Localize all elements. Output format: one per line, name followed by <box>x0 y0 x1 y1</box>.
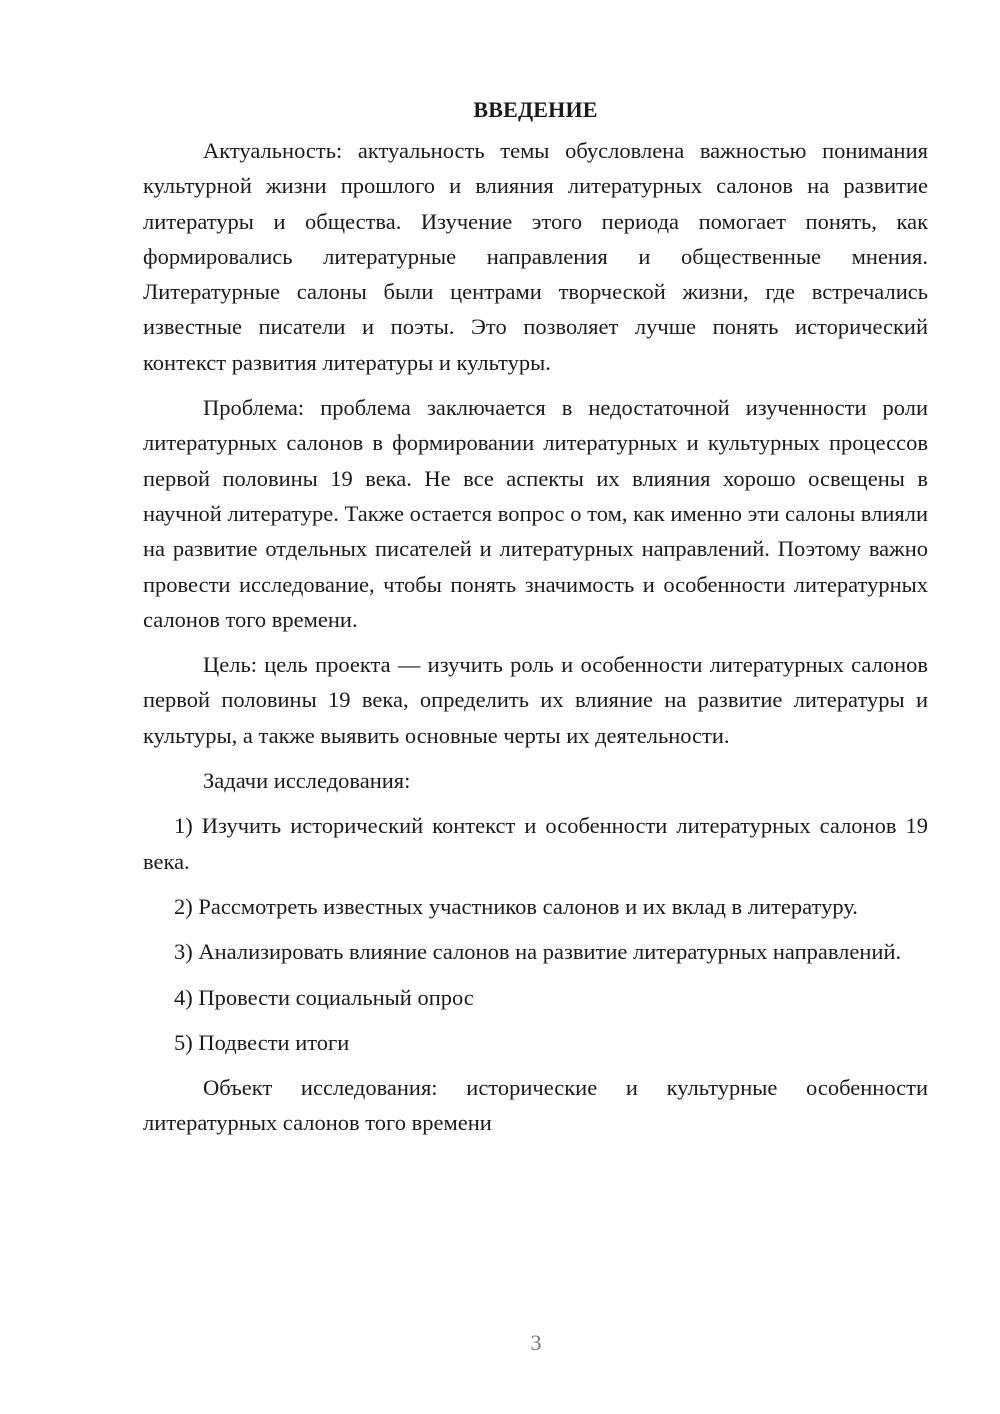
goal-paragraph: Цель: цель проекта — изучить роль и особенности литературных салонов первой половины 19 века, определить их влияние на развитие литературы и культуры, а также выявить основные черты их деятельности. <box>143 652 928 748</box>
page-content <box>143 92 928 1141</box>
task-item: 4) Провести социальный опрос <box>174 984 474 1010</box>
problem-paragraph: Проблема: проблема заключается в недостаточной изученности роли литературных салонов в формировании литературных и культурных процессов первой половины 19 века. Не все аспекты их влияния хорошо освещены в научной литературе. Также остается вопрос о том, как именно эти салоны влияли на развитие отдельных писателей и литературных направлений. Поэтому важно провести исследование, чтобы понять значимость и особенности литературных салонов того времени. <box>143 395 928 632</box>
page-number: 3 <box>530 1330 542 1355</box>
relevance-paragraph: Актуальность: актуальность темы обусловлена важностью понимания культурной жизни прошлого и влияния литературных салонов на развитие литературы и общества. Изучение этого периода помогает понять, как формировались литературные направления и общественные мнения. Литературные салоны были центрами творческой жизни, где встречались известные писатели и поэты. Это позволяет лучше понять исторический контекст развития литературы и культуры. <box>143 138 928 375</box>
task-item: 3) Анализировать влияние салонов на развитие литературных направлений. <box>174 939 902 965</box>
object-paragraph: Объект исследования: исторические и культурные особенности литературных салонов того времени <box>143 1075 928 1136</box>
section-heading: ВВЕДЕНИЕ <box>473 97 598 122</box>
task-item: 1) Изучить исторический контекст и особенности литературных салонов 19 века. <box>143 813 928 874</box>
task-item: 2) Рассмотреть известных участников салонов и их вклад в литературу. <box>174 893 858 919</box>
tasks-title: Задачи исследования: <box>203 768 411 794</box>
task-item: 5) Подвести итоги <box>174 1029 350 1055</box>
